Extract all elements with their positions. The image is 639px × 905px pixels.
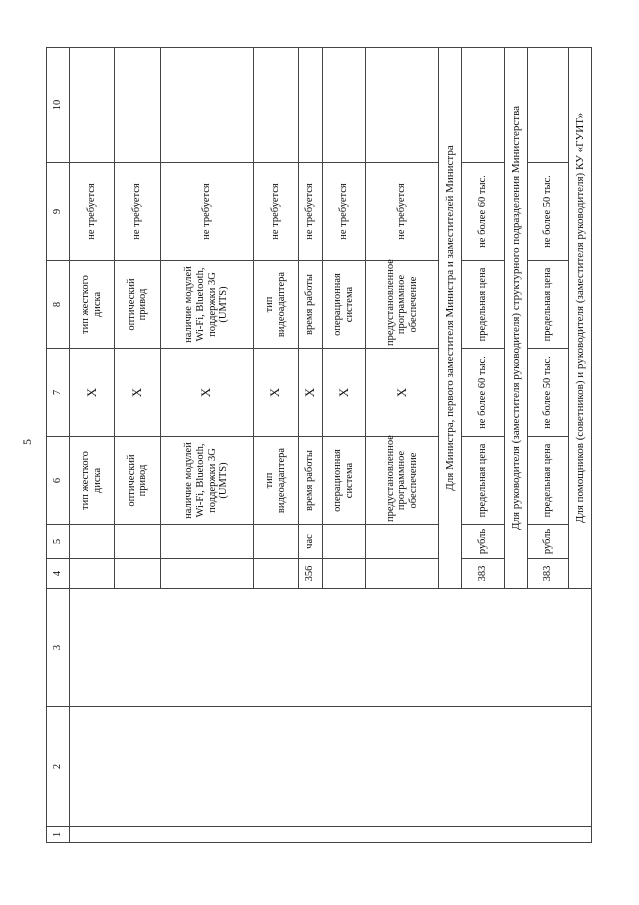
cell	[115, 525, 160, 559]
cell: тип видеоадаптера	[253, 437, 298, 525]
cell: X	[160, 349, 253, 437]
cell	[69, 589, 591, 707]
cell: время работы	[298, 437, 322, 525]
cell: не требуется	[322, 163, 365, 261]
cell: 356	[298, 559, 322, 589]
section-label: Для Министра, первого заместителя Министра и заместителей Министра	[439, 48, 462, 589]
header-cell: 8	[47, 261, 70, 349]
cell: операционная система	[322, 261, 365, 349]
spec-table	[46, 47, 592, 843]
cell: не требуется	[365, 163, 439, 261]
section-label: Для руководителя (заместителя руководителя) структурного подразделения Министерства	[505, 48, 528, 589]
cell: не требуется	[160, 163, 253, 261]
cell	[365, 559, 439, 589]
cell: тип жесткого диска	[69, 261, 114, 349]
cell: не более 50 тыс.	[528, 349, 569, 437]
cell	[69, 559, 114, 589]
header-cell: 5	[47, 525, 70, 559]
cell: 383	[462, 559, 505, 589]
cell	[298, 48, 322, 163]
cell	[69, 827, 591, 843]
cell	[69, 525, 114, 559]
cell	[253, 525, 298, 559]
cell: оптический привод	[115, 437, 160, 525]
cell: предустановленное программное обеспечение	[365, 261, 439, 349]
cell	[365, 525, 439, 559]
table-row	[69, 48, 114, 843]
cell	[322, 48, 365, 163]
cell: X	[365, 349, 439, 437]
header-cell: 3	[47, 589, 70, 707]
cell	[253, 559, 298, 589]
cell: тип жесткого диска	[69, 437, 114, 525]
section-label: Для помощников (советников) и руководителя (заместителя руководителя) КУ «ГУИТ»	[569, 48, 592, 589]
cell: не более 60 тыс.	[462, 349, 505, 437]
cell: предельная цена	[528, 261, 569, 349]
cell	[365, 48, 439, 163]
cell	[115, 48, 160, 163]
cell: X	[69, 349, 114, 437]
cell: наличие модулей Wi-Fi, Bluetooth, поддержки 3G (UMTS)	[160, 261, 253, 349]
cell	[528, 48, 569, 163]
cell: рубль	[528, 525, 569, 559]
cell: тип видеоадаптера	[253, 261, 298, 349]
header-cell: 9	[47, 163, 70, 261]
cell: не более 50 тыс.	[528, 163, 569, 261]
cell	[69, 48, 114, 163]
cell: X	[115, 349, 160, 437]
header-cell: 10	[47, 48, 70, 163]
cell	[160, 525, 253, 559]
cell: X	[253, 349, 298, 437]
cell: час	[298, 525, 322, 559]
cell: рубль	[462, 525, 505, 559]
header-cell: 6	[47, 437, 70, 525]
cell: не требуется	[253, 163, 298, 261]
header-cell: 1	[47, 827, 70, 843]
cell: не требуется	[115, 163, 160, 261]
cell	[322, 525, 365, 559]
rotated-table-container	[46, 48, 592, 843]
cell: не более 60 тыс.	[462, 163, 505, 261]
header-row	[47, 48, 70, 843]
header-cell: 4	[47, 559, 70, 589]
cell: не требуется	[298, 163, 322, 261]
cell: X	[322, 349, 365, 437]
cell: 383	[528, 559, 569, 589]
cell: операционная система	[322, 437, 365, 525]
cell	[253, 48, 298, 163]
cell: X	[298, 349, 322, 437]
cell	[322, 559, 365, 589]
header-cell: 7	[47, 349, 70, 437]
cell	[462, 48, 505, 163]
cell: предельная цена	[462, 437, 505, 525]
cell: предустановленное программное обеспечение	[365, 437, 439, 525]
cell	[160, 48, 253, 163]
cell	[160, 559, 253, 589]
header-cell: 2	[47, 707, 70, 827]
cell: оптический привод	[115, 261, 160, 349]
page-number: 5	[20, 439, 34, 445]
cell: наличие модулей Wi-Fi, Bluetooth, поддержки 3G (UMTS)	[160, 437, 253, 525]
cell	[115, 559, 160, 589]
cell: предельная цена	[462, 261, 505, 349]
cell: не требуется	[69, 163, 114, 261]
cell: предельная цена	[528, 437, 569, 525]
cell: время работы	[298, 261, 322, 349]
cell	[69, 707, 591, 827]
